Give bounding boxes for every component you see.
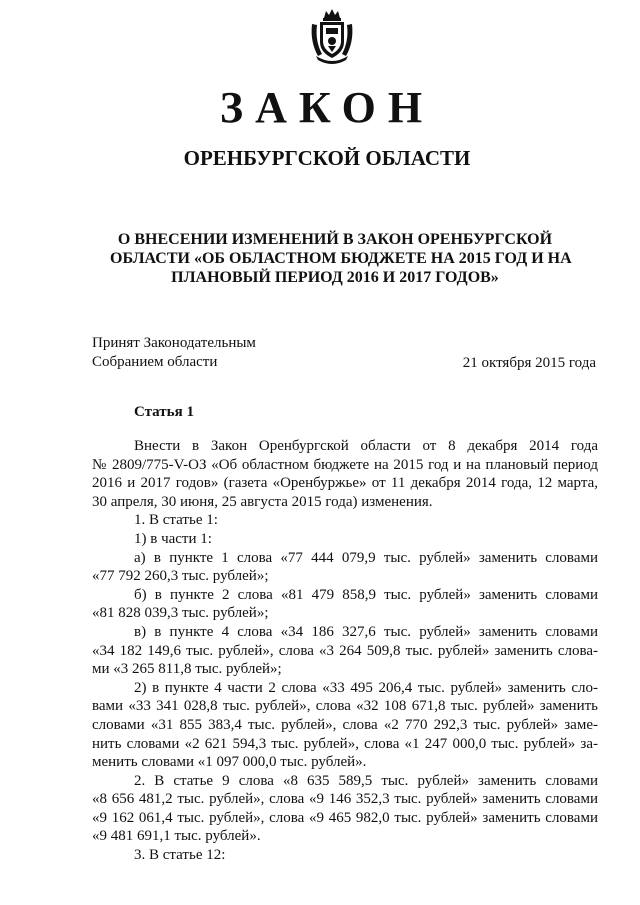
body-line: «77 792 260,3 тыс. рублей»;	[92, 568, 269, 585]
body-line: менить словами «1 097 000,0 тыс. рублей».	[92, 754, 367, 771]
article-heading: Статья 1	[134, 404, 194, 420]
body-line: 2. В статье 9 слова «8 635 589,5 тыс. рублей» заменить словами	[134, 772, 598, 789]
article-body	[92, 437, 598, 865]
law-name-line: О ВНЕСЕНИИ ИЗМЕНЕНИЙ В ЗАКОН ОРЕНБУРГСКОЙ	[117, 231, 553, 248]
body-line: 3. В статье 12:	[134, 847, 226, 864]
body-line: «34 182 149,6 тыс. рублей», слова «3 264 509,8 тыс. рублей» заменить слова-	[92, 642, 598, 659]
body-line: а) в пункте 1 слова «77 444 079,9 тыс. рублей» заменить словами	[134, 549, 598, 566]
body-line: б) в пункте 2 слова «81 479 858,9 тыс. рублей» заменить словами	[134, 586, 598, 603]
body-line: в) в пункте 4 слова «34 186 327,6 тыс. рублей» заменить словами	[134, 623, 598, 640]
coat-of-arms-icon	[310, 8, 354, 64]
body-line: 30 апреля, 30 июня, 25 августа 2015 года) изменения.	[92, 493, 433, 510]
body-line: нить словами «2 621 594,3 тыс. рублей», слова «1 247 000,0 тыс. рублей» за-	[92, 735, 598, 752]
body-line: 1. В статье 1:	[134, 512, 218, 529]
law-name-line: ОБЛАСТИ «ОБ ОБЛАСТНОМ БЮДЖЕТЕ НА 2015 ГОД И НА	[110, 250, 572, 267]
body-line: 1) в части 1:	[134, 530, 212, 547]
document-title: ЗАКОН	[219, 83, 435, 132]
body-line: «8 656 481,2 тыс. рублей», слова «9 146 352,3 тыс. рублей» заменить словами	[92, 791, 598, 808]
body-line: 2) в пункте 4 части 2 слова «33 495 206,4 тыс. рублей» заменить сло-	[134, 679, 598, 696]
body-line: Внести в Закон Оренбургской области от 8 декабря 2014 года	[134, 438, 598, 454]
adoption-note	[92, 334, 256, 372]
law-name-line: ПЛАНОВЫЙ ПЕРИОД 2016 И 2017 ГОДОВ»	[171, 269, 499, 286]
document-subtitle: ОРЕНБУРГСКОЙ ОБЛАСТИ	[183, 146, 471, 170]
body-line: словами «31 855 383,4 тыс. рублей», слова «2 770 292,3 тыс. рублей» заме-	[92, 716, 598, 733]
body-line: № 2809/775-V-ОЗ «Об областном бюджете на 2015 год и на плановый период	[92, 456, 598, 473]
body-line: вами «33 341 028,8 тыс. рублей», слова «32 108 671,8 тыс. рублей» заменить	[92, 698, 598, 715]
adoption-line: Собранием области	[92, 354, 218, 370]
adoption-date: 21 октября 2015 года	[462, 355, 596, 371]
body-line: ми «3 265 811,8 тыс. рублей»;	[92, 661, 282, 678]
body-line: 2016 и 2017 годов» (газета «Оренбуржье» от 11 декабря 2014 года, 12 марта,	[92, 475, 598, 492]
body-line: «81 828 039,3 тыс. рублей»;	[92, 605, 269, 622]
law-name	[110, 230, 572, 287]
adoption-line: Принят Законодательным	[92, 335, 256, 351]
body-line: «9 162 061,4 тыс. рублей», слова «9 465 982,0 тыс. рублей» заменить словами	[92, 809, 598, 826]
body-line: «9 481 691,1 тыс. рублей».	[92, 828, 261, 845]
